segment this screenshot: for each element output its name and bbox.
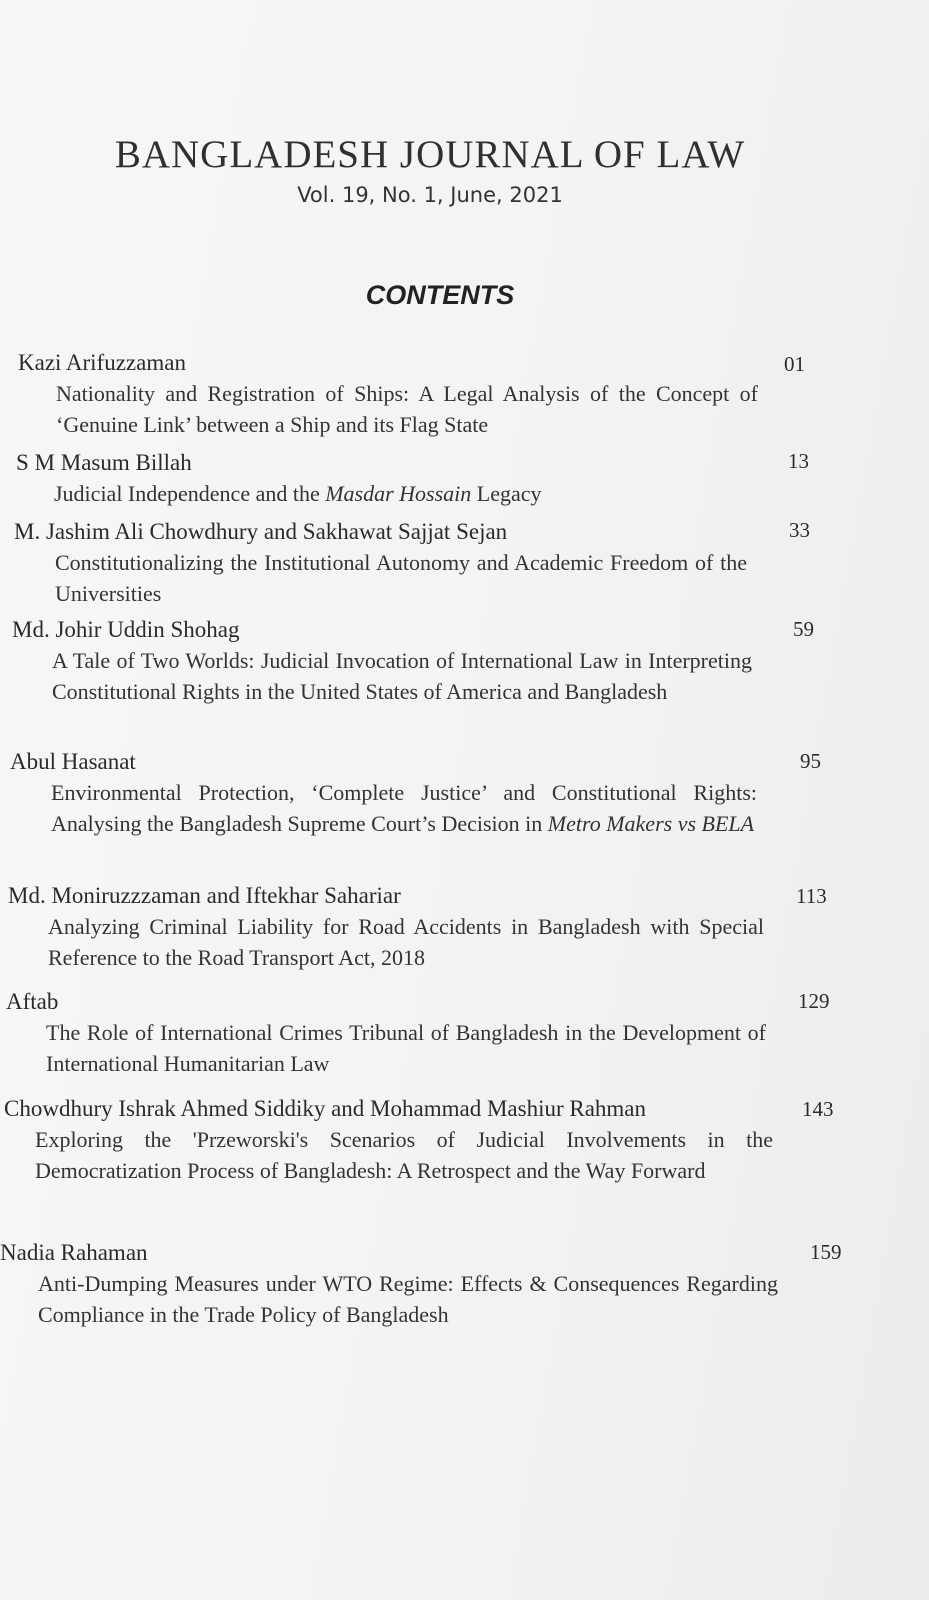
entry-title: Constitutionalizing the Institutional Autonomy and Academic Freedom of the Universities — [55, 550, 747, 606]
entry-title: Exploring the 'Przeworski's Scenarios of Judicial Involvements in the Democratization Process of Bangladesh: A Retrospect and the Way Forward — [35, 1127, 773, 1183]
contents-heading: CONTENTS — [365, 280, 515, 310]
entry-author: M. Jashim Ali Chowdhury and Sakhawat Sajjat Sejan — [14, 519, 508, 544]
entry-author: S M Masum Billah — [16, 450, 192, 475]
entry-title: The Role of International Crimes Tribunal of Bangladesh in the Development of International Humanitarian Law — [46, 1020, 766, 1076]
toc-entry — [16, 448, 786, 509]
entry-page-number: 13 — [788, 449, 809, 473]
toc-entry — [18, 348, 778, 440]
entry-title — [54, 478, 766, 509]
journal-title: BANGLADESH JOURNAL OF LAW — [114, 133, 746, 176]
entry-author: Chowdhury Ishrak Ahmed Siddiky and Mohammad Mashiur Rahman — [4, 1096, 647, 1121]
entry-page-number: 33 — [789, 518, 810, 542]
entry-author: Kazi Arifuzzaman — [18, 350, 186, 375]
entry-title-part: Legacy — [471, 481, 542, 506]
entry-page-number: 143 — [802, 1097, 834, 1121]
toc-entry — [8, 881, 788, 973]
entry-author: Nadia Rahaman — [0, 1240, 148, 1265]
entry-page-number: 59 — [793, 617, 814, 641]
toc-entry — [14, 517, 754, 609]
entry-page-number: 01 — [784, 352, 805, 376]
entry-title-italic: Metro Makers vs BELA — [547, 811, 755, 836]
toc-entry — [12, 615, 772, 707]
entry-title: A Tale of Two Worlds: Judicial Invocation of International Law in Interpreting Constitutional Rights in the United States of America and Bangladesh — [52, 648, 752, 704]
entry-author: Md. Johir Uddin Shohag — [12, 617, 240, 642]
entry-author: Abul Hasanat — [10, 749, 136, 774]
entry-title: Analyzing Criminal Liability for Road Accidents in Bangladesh with Special Reference to the Road Transport Act, 2018 — [48, 914, 764, 970]
entry-page-number: 113 — [796, 884, 827, 908]
toc-entry — [4, 1094, 794, 1186]
entry-page-number: 129 — [798, 989, 830, 1013]
entry-author: Aftab — [6, 989, 59, 1014]
entry-author: Md. Moniruzzzaman and Iftekhar Sahariar — [8, 883, 401, 908]
entry-title: Anti-Dumping Measures under WTO Regime: Effects & Consequences Regarding Compliance in the Trade Policy of Bangladesh — [38, 1271, 778, 1327]
entry-page-number: 95 — [800, 749, 821, 773]
toc-entry — [0, 1238, 800, 1330]
toc-entry — [6, 987, 786, 1079]
entry-title-italic: Masdar Hossain — [325, 481, 472, 506]
entry-title-part: Judicial Independence and the — [54, 481, 326, 506]
toc-entry — [10, 747, 780, 839]
entry-title: Nationality and Registration of Ships: A Legal Analysis of the Concept of ‘Genuine Link’ between a Ship and its Flag State — [56, 381, 758, 437]
entry-title-part: Environmental Protection, ‘Complete Justice’ and Constitutional Rights: Analysing the Bangladesh Supreme Court’s Decision in — [51, 780, 757, 836]
journal-issue: Vol. 19, No. 1, June, 2021 — [297, 183, 563, 207]
entry-title — [51, 777, 757, 839]
entry-page-number: 159 — [810, 1240, 842, 1264]
